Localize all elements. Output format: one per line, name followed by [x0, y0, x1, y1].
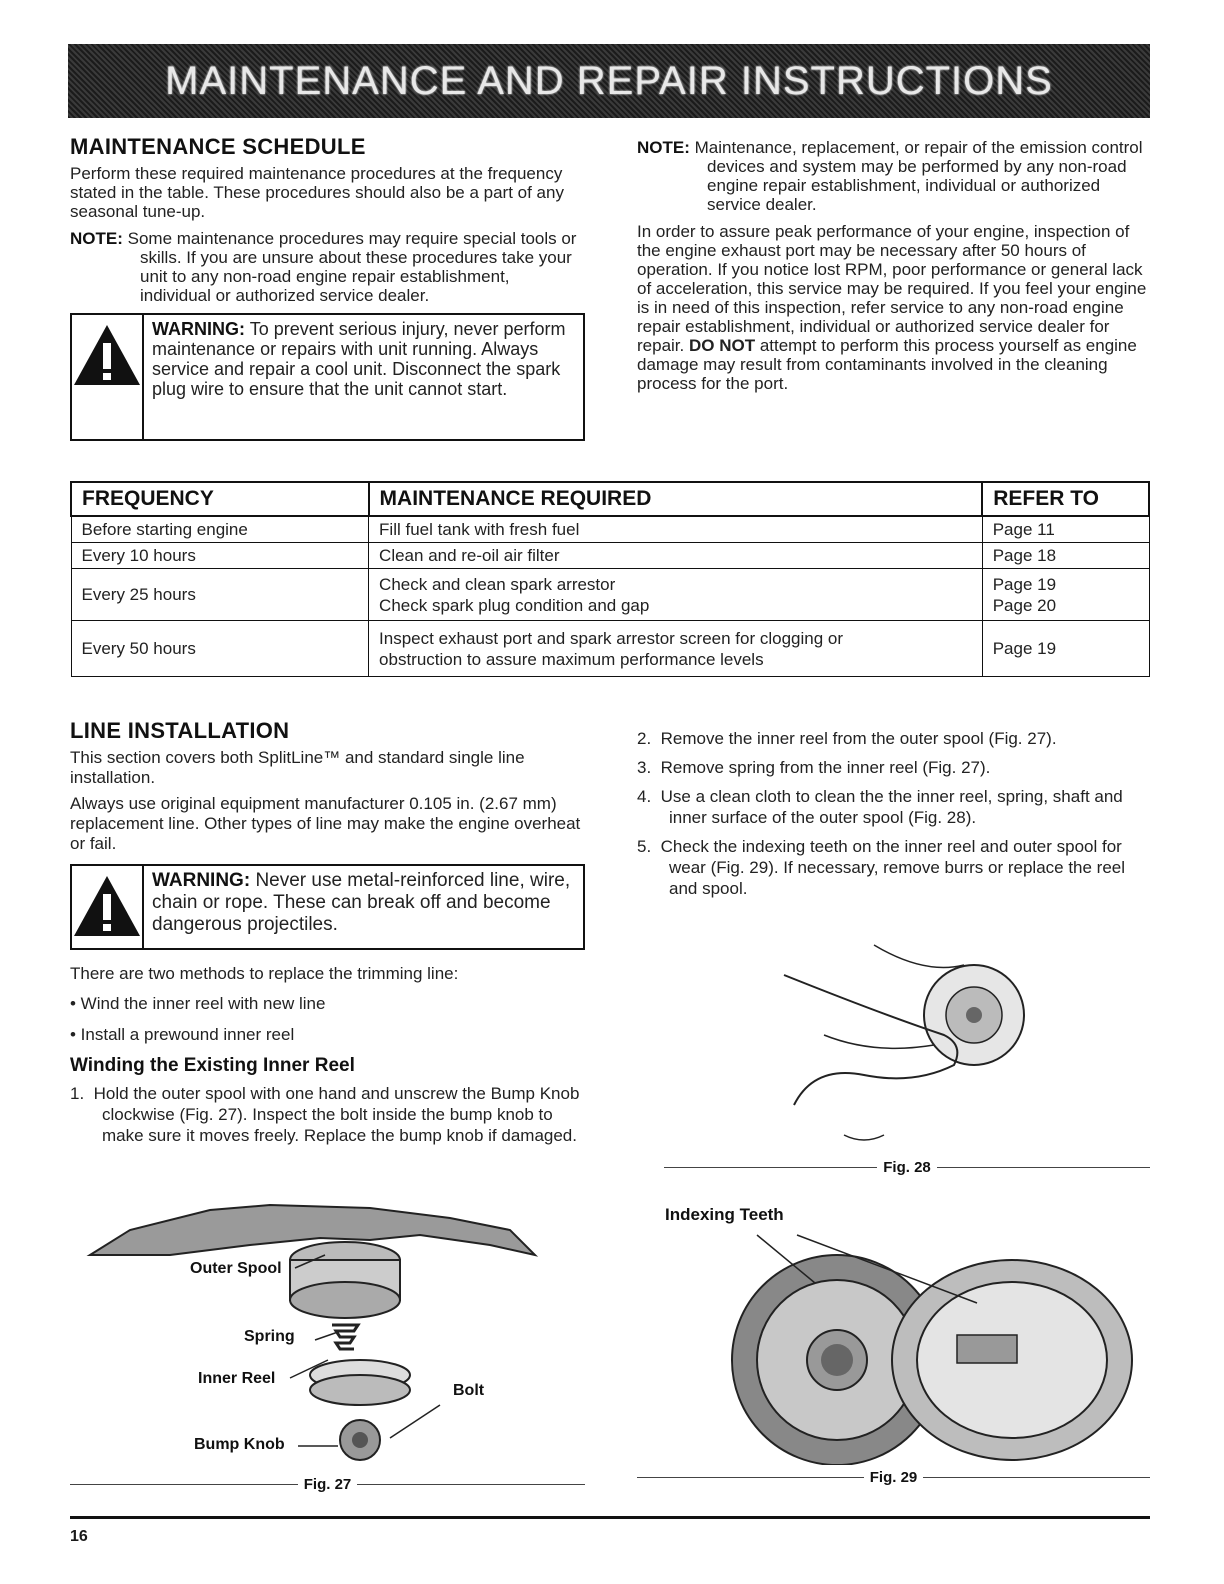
note-text: Some maintenance procedures may require special tools or skills. If you are unsure about these procedures take your unit to any non-road engine repair establishment, individual or authorized service dealer. [127, 229, 577, 305]
refer-cell: Page 19 [982, 621, 1149, 677]
label-outer-spool: Outer Spool [190, 1260, 282, 1277]
table-row [71, 543, 1149, 569]
note-label: NOTE: [70, 229, 123, 248]
figure-caption [637, 1469, 1150, 1486]
task-cell [369, 569, 983, 621]
step-number: 4. [637, 787, 652, 806]
list-item [637, 836, 1149, 899]
task-cell [369, 621, 983, 677]
figure-caption [664, 1159, 1150, 1176]
table-header-row [71, 482, 1149, 516]
section-heading: MAINTENANCE SCHEDULE [70, 134, 366, 159]
task-cell: Fill fuel tank with fresh fuel [369, 516, 983, 543]
figure-caption [70, 1476, 585, 1493]
do-not-emphasis: DO NOT [688, 336, 756, 355]
list-item [637, 728, 1149, 749]
label-spring: Spring [244, 1328, 295, 1345]
label-indexing-teeth: Indexing Teeth [665, 1205, 784, 1224]
column-header-maintenance: MAINTENANCE REQUIRED [369, 482, 983, 516]
header-banner [68, 44, 1150, 118]
figure-27 [70, 1200, 585, 1493]
note-label: NOTE: [637, 138, 690, 157]
frequency-cell: Every 10 hours [71, 543, 369, 569]
line-installation-section [70, 718, 585, 1154]
table-row [71, 621, 1149, 677]
emission-note [637, 138, 1149, 214]
method-bullet: • Install a prewound inner reel [70, 1025, 295, 1044]
cleaning-spool-illustration [664, 935, 1150, 1155]
line-install-p1: This section covers both SplitLine™ and standard single line installation. [70, 748, 525, 787]
refer-cell: Page 11 [982, 516, 1149, 543]
task-line: Check and clean spark arrestor [379, 574, 616, 594]
paragraph-part-a: In order to assure peak performance of your engine, inspection of the engine exhaust port may be necessary after 50 hours of operation. If you notice lost RPM, poor performance or general lack of acceleration, this service may be required. If you feel your engine is in need of this inspection, refer service to any non-road engine repair establishment, individual or authorized service dealer for repair. [637, 222, 1147, 355]
frequency-cell: Every 25 hours [71, 569, 369, 621]
warning-body: To prevent serious injury, never perform maintenance or repairs with unit running. Always service and repair a cool unit. Disconnect the spark plug wire to ensure that the unit cannot start. [152, 319, 566, 399]
step-text: Hold the outer spool with one hand and unscrew the Bump Knob clockwise (Fig. 27). Inspect the bolt inside the bump knob to make sure it moves freely. Replace the bump knob if damaged. [93, 1084, 580, 1145]
figure-28 [664, 935, 1150, 1175]
refer-cell: Page 18 [982, 543, 1149, 569]
frequency-cell: Before starting engine [71, 516, 369, 543]
steps-list-right [637, 728, 1149, 899]
step-number: 3. [637, 758, 652, 777]
step-text: Check the indexing teeth on the inner reel and outer spool for wear (Fig. 29). If necessary, remove burrs or replace the reel and spool. [660, 837, 1126, 898]
table-row [71, 516, 1149, 543]
method-bullet: • Wind the inner reel with new line [70, 994, 326, 1013]
frequency-cell: Every 50 hours [71, 621, 369, 677]
steps-list-left [70, 1083, 585, 1146]
step-number: 5. [637, 837, 652, 856]
note-text: Maintenance, replacement, or repair of the emission control devices and system may be performed by any non-road engine repair establishment, individual or authorized service dealer. [694, 138, 1143, 214]
schedule-note [70, 229, 585, 305]
step-number: 1. [70, 1084, 85, 1103]
refer-cell [982, 569, 1149, 621]
warning-icon [72, 866, 144, 948]
warning-text [144, 315, 583, 439]
methods-intro: There are two methods to replace the trimming line: [70, 964, 459, 983]
task-line: Inspect exhaust port and spark arrestor screen for clogging or [379, 628, 844, 648]
caption-text: Fig. 28 [883, 1159, 931, 1176]
warning-icon [72, 315, 144, 439]
task-line: Check spark plug condition and gap [379, 595, 650, 615]
warning-box [70, 313, 585, 441]
list-item [70, 1083, 585, 1146]
refer-line: Page 19 [992, 574, 1057, 594]
maintenance-schedule-section [70, 134, 585, 441]
line-install-p2: Always use original equipment manufacturer 0.105 in. (2.67 mm) replacement line. Other types of line may make the engine overheat or fail. [70, 794, 581, 853]
figure-29 [637, 1195, 1150, 1495]
warning-text [144, 866, 583, 948]
list-item [637, 786, 1149, 828]
section-heading: LINE INSTALLATION [70, 718, 290, 743]
refer-line: Page 20 [992, 595, 1057, 615]
paragraph-part-b: attempt to perform this process yourself as engine damage may result from contaminants involved in the cleaning process for the port. [637, 336, 1137, 393]
subheading: Winding the Existing Inner Reel [70, 1055, 355, 1076]
exhaust-port-paragraph [637, 222, 1149, 393]
step-text: Remove the inner reel from the outer spool (Fig. 27). [660, 729, 1057, 748]
page-number: 16 [70, 1528, 88, 1545]
step-number: 2. [637, 729, 652, 748]
label-bolt: Bolt [453, 1382, 485, 1399]
column-header-refer-to: REFER TO [982, 482, 1149, 516]
table-row [71, 569, 1149, 621]
task-line: obstruction to assure maximum performance levels [379, 649, 764, 669]
caption-text: Fig. 27 [303, 1476, 352, 1493]
line-warning-box [70, 864, 585, 950]
footer-rule [70, 1516, 1150, 1519]
page-title: MAINTENANCE AND REPAIR INSTRUCTIONS [165, 58, 1053, 103]
warning-label: WARNING: [152, 870, 251, 891]
schedule-intro: Perform these required maintenance procedures at the frequency stated in the table. These procedures should also be a part of any seasonal tune-up. [70, 164, 564, 221]
column-header-frequency: FREQUENCY [71, 482, 369, 516]
task-cell: Clean and re-oil air filter [369, 543, 983, 569]
warning-body: Never use metal-reinforced line, wire, chain or rope. These can break off and become dangerous projectiles. [152, 870, 571, 935]
trimmer-head-exploded-illustration [70, 1200, 585, 1470]
step-text: Remove spring from the inner reel (Fig. 27). [660, 758, 991, 777]
label-inner-reel: Inner Reel [198, 1370, 276, 1387]
label-bump-knob: Bump Knob [194, 1436, 285, 1453]
caption-text: Fig. 29 [869, 1469, 918, 1486]
steps-continued [637, 728, 1149, 907]
list-item [637, 757, 1149, 778]
maintenance-table [70, 481, 1150, 677]
step-text: Use a clean cloth to clean the the inner reel, spring, shaft and inner surface of the outer spool (Fig. 28). [660, 787, 1123, 827]
emission-note-section [637, 138, 1149, 393]
warning-label: WARNING: [152, 319, 245, 339]
indexing-teeth-illustration [637, 1195, 1150, 1465]
